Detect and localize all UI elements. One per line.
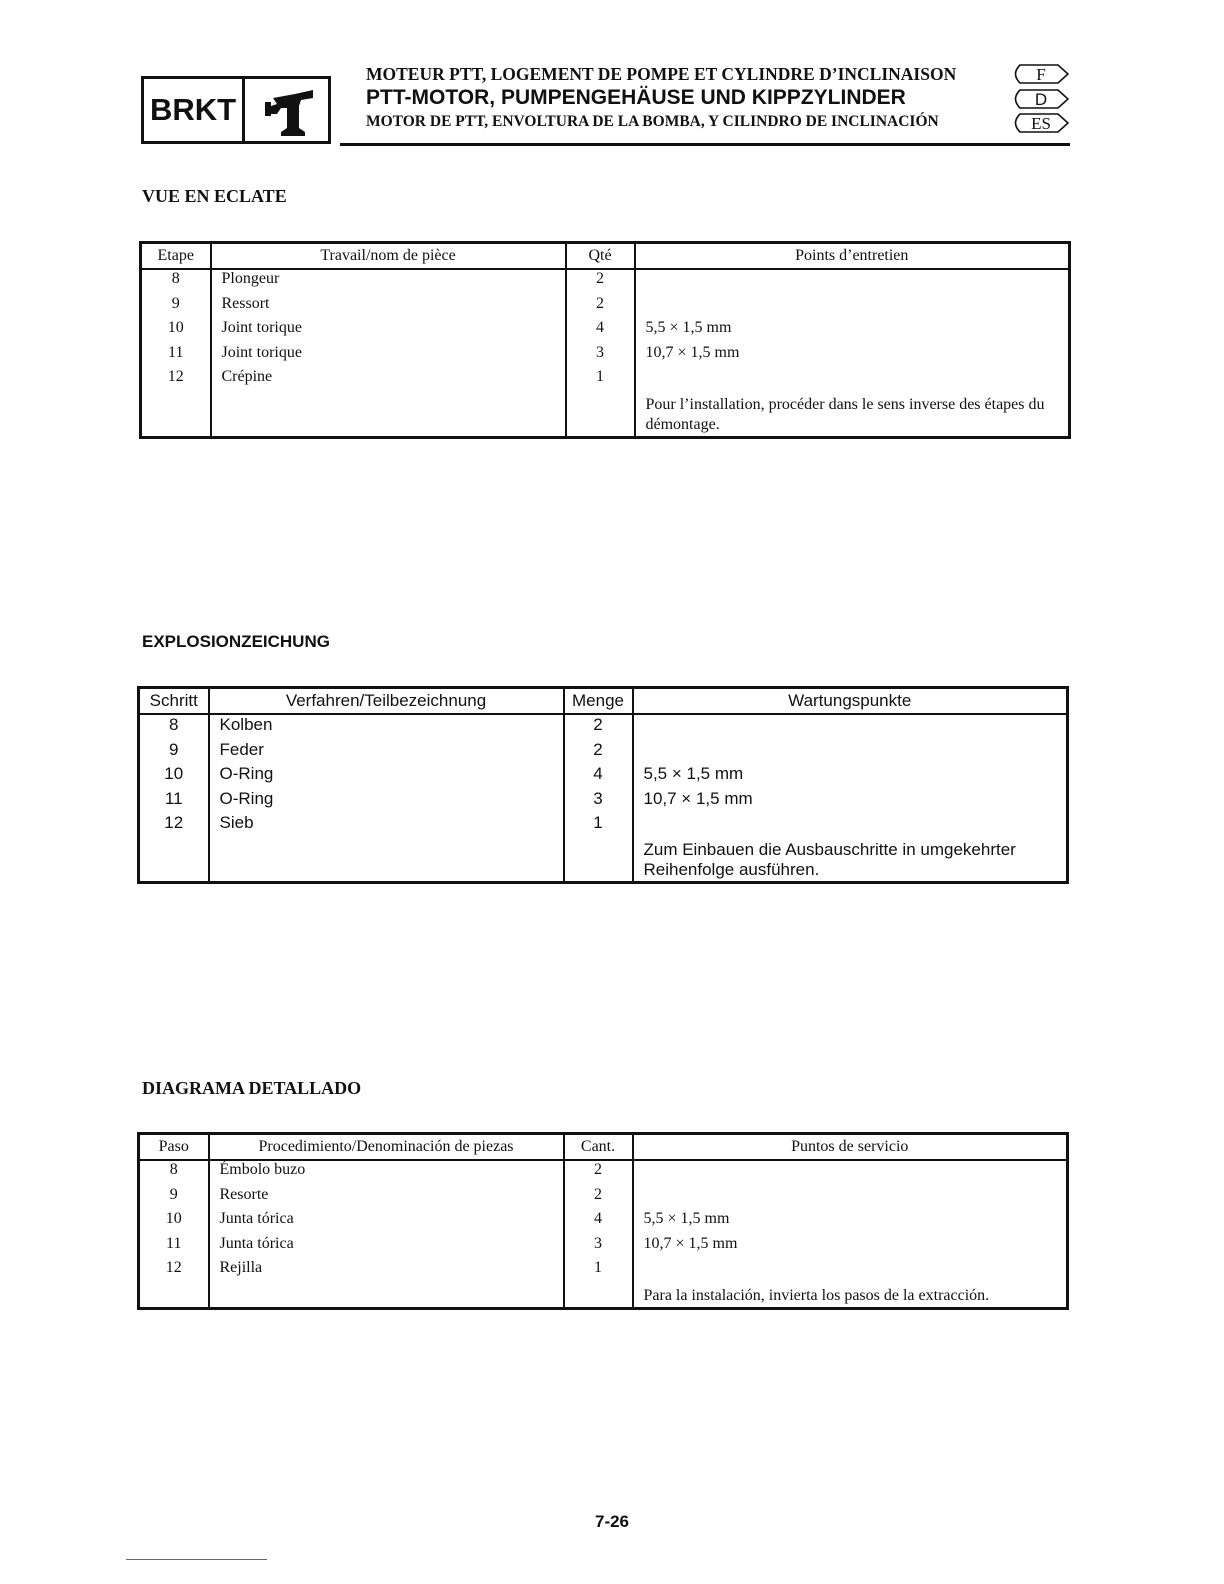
service-point-cell: 5,5 × 1,5 mm xyxy=(643,764,744,783)
table-row xyxy=(139,764,1068,789)
lang-tag-d xyxy=(1010,88,1068,108)
step-cell: 11 xyxy=(141,344,211,369)
parts-table-es xyxy=(137,1132,1069,1310)
section-title-de: EXPLOSIONZEICHUNG xyxy=(142,632,330,651)
qty-cell: 2 xyxy=(564,714,633,740)
service-point-cell xyxy=(633,1186,1068,1211)
qty-cell: 1 xyxy=(564,1259,633,1284)
part-name-cell: Joint torique xyxy=(211,319,566,344)
header-title-fr: MOTEUR PTT, LOGEMENT DE POMPE ET CYLINDRE D’INCLINAISON xyxy=(366,64,957,84)
parts-table-fr xyxy=(139,241,1071,439)
table-note-row xyxy=(141,393,1070,438)
step-cell: 12 xyxy=(139,1259,209,1284)
table-row xyxy=(141,295,1070,320)
service-point-cell xyxy=(633,714,1068,740)
table-row xyxy=(141,368,1070,393)
table-row xyxy=(139,1186,1068,1211)
step-cell: 9 xyxy=(139,1186,209,1211)
col-header-qty: Menge xyxy=(564,688,633,715)
bracket-icon xyxy=(245,79,328,141)
qty-cell: 4 xyxy=(564,1210,633,1235)
qty-cell: 2 xyxy=(566,295,635,320)
table-row xyxy=(139,1235,1068,1260)
step-cell: 8 xyxy=(139,714,209,740)
col-header-step: Paso xyxy=(139,1134,209,1161)
table-row xyxy=(139,789,1068,814)
lang-tag-d-label: D xyxy=(1034,90,1048,109)
header-rule xyxy=(340,143,1070,146)
installation-note: Pour l’installation, procéder dans le sens inverse des étapes du démontage. xyxy=(645,395,1045,433)
service-point-cell xyxy=(635,295,1070,320)
table-row xyxy=(141,269,1070,295)
part-name-cell: O-Ring xyxy=(209,789,564,814)
service-point-cell xyxy=(633,1160,1068,1186)
lang-tag-es xyxy=(1010,112,1068,132)
step-cell: 10 xyxy=(141,319,211,344)
col-header-step: Etape xyxy=(141,243,211,270)
col-header-points: Points d’entretien xyxy=(635,243,1070,270)
table-row xyxy=(139,1160,1068,1186)
step-cell: 12 xyxy=(139,813,209,838)
step-cell: 11 xyxy=(139,789,209,814)
step-cell: 9 xyxy=(141,295,211,320)
part-name-cell: Resorte xyxy=(209,1186,564,1211)
chapter-badge xyxy=(141,76,331,144)
footer-rule xyxy=(126,1559,267,1560)
service-point-cell: 10,7 × 1,5 mm xyxy=(645,343,740,361)
table-header-row xyxy=(139,1134,1068,1161)
col-header-name: Procedimiento/Denominación de piezas xyxy=(209,1134,564,1161)
service-point-cell: 5,5 × 1,5 mm xyxy=(645,319,732,336)
col-header-points: Wartungspunkte xyxy=(633,688,1068,715)
table-row xyxy=(139,1210,1068,1235)
table-header-row xyxy=(141,243,1070,270)
service-point-cell xyxy=(633,813,1068,838)
installation-note: Para la instalación, invierta los pasos de la extracción. xyxy=(643,1286,990,1304)
service-point-cell: 5,5 × 1,5 mm xyxy=(643,1210,730,1227)
section-title-fr: VUE EN ECLATE xyxy=(142,186,287,206)
qty-cell: 2 xyxy=(566,269,635,295)
lang-tag-es-label: ES xyxy=(1031,114,1051,133)
step-cell: 12 xyxy=(141,368,211,393)
part-name-cell: Kolben xyxy=(209,714,564,740)
qty-cell: 1 xyxy=(564,813,633,838)
table-header-row xyxy=(139,688,1068,715)
qty-cell: 3 xyxy=(564,789,633,814)
qty-cell: 4 xyxy=(566,319,635,344)
table-row xyxy=(139,740,1068,765)
qty-cell: 4 xyxy=(564,764,633,789)
step-cell: 11 xyxy=(139,1235,209,1260)
part-name-cell: Feder xyxy=(209,740,564,765)
part-name-cell: Junta tórica xyxy=(209,1210,564,1235)
table-note-row xyxy=(139,1284,1068,1309)
step-cell: 10 xyxy=(139,764,209,789)
qty-cell: 3 xyxy=(564,1235,633,1260)
service-point-cell: 10,7 × 1,5 mm xyxy=(643,1234,738,1252)
qty-cell: 2 xyxy=(564,740,633,765)
part-name-cell: O-Ring xyxy=(209,764,564,789)
header-title-es: MOTOR DE PTT, ENVOLTURA DE LA BOMBA, Y CILINDRO DE INCLINACIÓN xyxy=(366,113,939,130)
col-header-points: Puntos de servicio xyxy=(633,1134,1068,1161)
parts-table-de xyxy=(137,686,1069,884)
col-header-qty: Cant. xyxy=(564,1134,633,1161)
service-point-cell xyxy=(633,740,1068,765)
page-number: 7-26 xyxy=(594,1512,630,1531)
service-point-cell xyxy=(635,368,1070,393)
installation-note: Zum Einbauen die Ausbauschritte in umgekehrter Reihenfolge ausführen. xyxy=(643,839,1016,879)
table-note-row xyxy=(139,838,1068,883)
qty-cell: 3 xyxy=(566,344,635,369)
lang-tag-f xyxy=(1010,63,1068,83)
col-header-name: Verfahren/Teilbezeichnung xyxy=(209,688,564,715)
table-row xyxy=(139,714,1068,740)
header-title-de: PTT-MOTOR, PUMPENGEHÄUSE UND KIPPZYLINDER xyxy=(366,86,906,109)
step-cell: 9 xyxy=(139,740,209,765)
service-point-cell xyxy=(635,269,1070,295)
step-cell: 10 xyxy=(139,1210,209,1235)
table-row xyxy=(141,319,1070,344)
step-cell: 8 xyxy=(141,269,211,295)
step-cell: 8 xyxy=(139,1160,209,1186)
part-name-cell: Émbolo buzo xyxy=(209,1160,564,1186)
col-header-step: Schritt xyxy=(139,688,209,715)
table-row xyxy=(141,344,1070,369)
part-name-cell: Joint torique xyxy=(211,344,566,369)
section-title-es: DIAGRAMA DETALLADO xyxy=(142,1078,362,1098)
qty-cell: 1 xyxy=(566,368,635,393)
service-point-cell: 10,7 × 1,5 mm xyxy=(643,788,753,808)
col-header-name: Travail/nom de pièce xyxy=(211,243,566,270)
part-name-cell: Sieb xyxy=(209,813,564,838)
part-name-cell: Crépine xyxy=(211,368,566,393)
lang-tag-f-label: F xyxy=(1036,65,1046,84)
col-header-qty: Qté xyxy=(566,243,635,270)
table-row xyxy=(139,1259,1068,1284)
part-name-cell: Ressort xyxy=(211,295,566,320)
qty-cell: 2 xyxy=(564,1186,633,1211)
qty-cell: 2 xyxy=(564,1160,633,1186)
table-row xyxy=(139,813,1068,838)
chapter-badge-text: BRKT xyxy=(144,79,245,141)
part-name-cell: Rejilla xyxy=(209,1259,564,1284)
part-name-cell: Junta tórica xyxy=(209,1235,564,1260)
service-point-cell xyxy=(633,1259,1068,1284)
part-name-cell: Plongeur xyxy=(211,269,566,295)
